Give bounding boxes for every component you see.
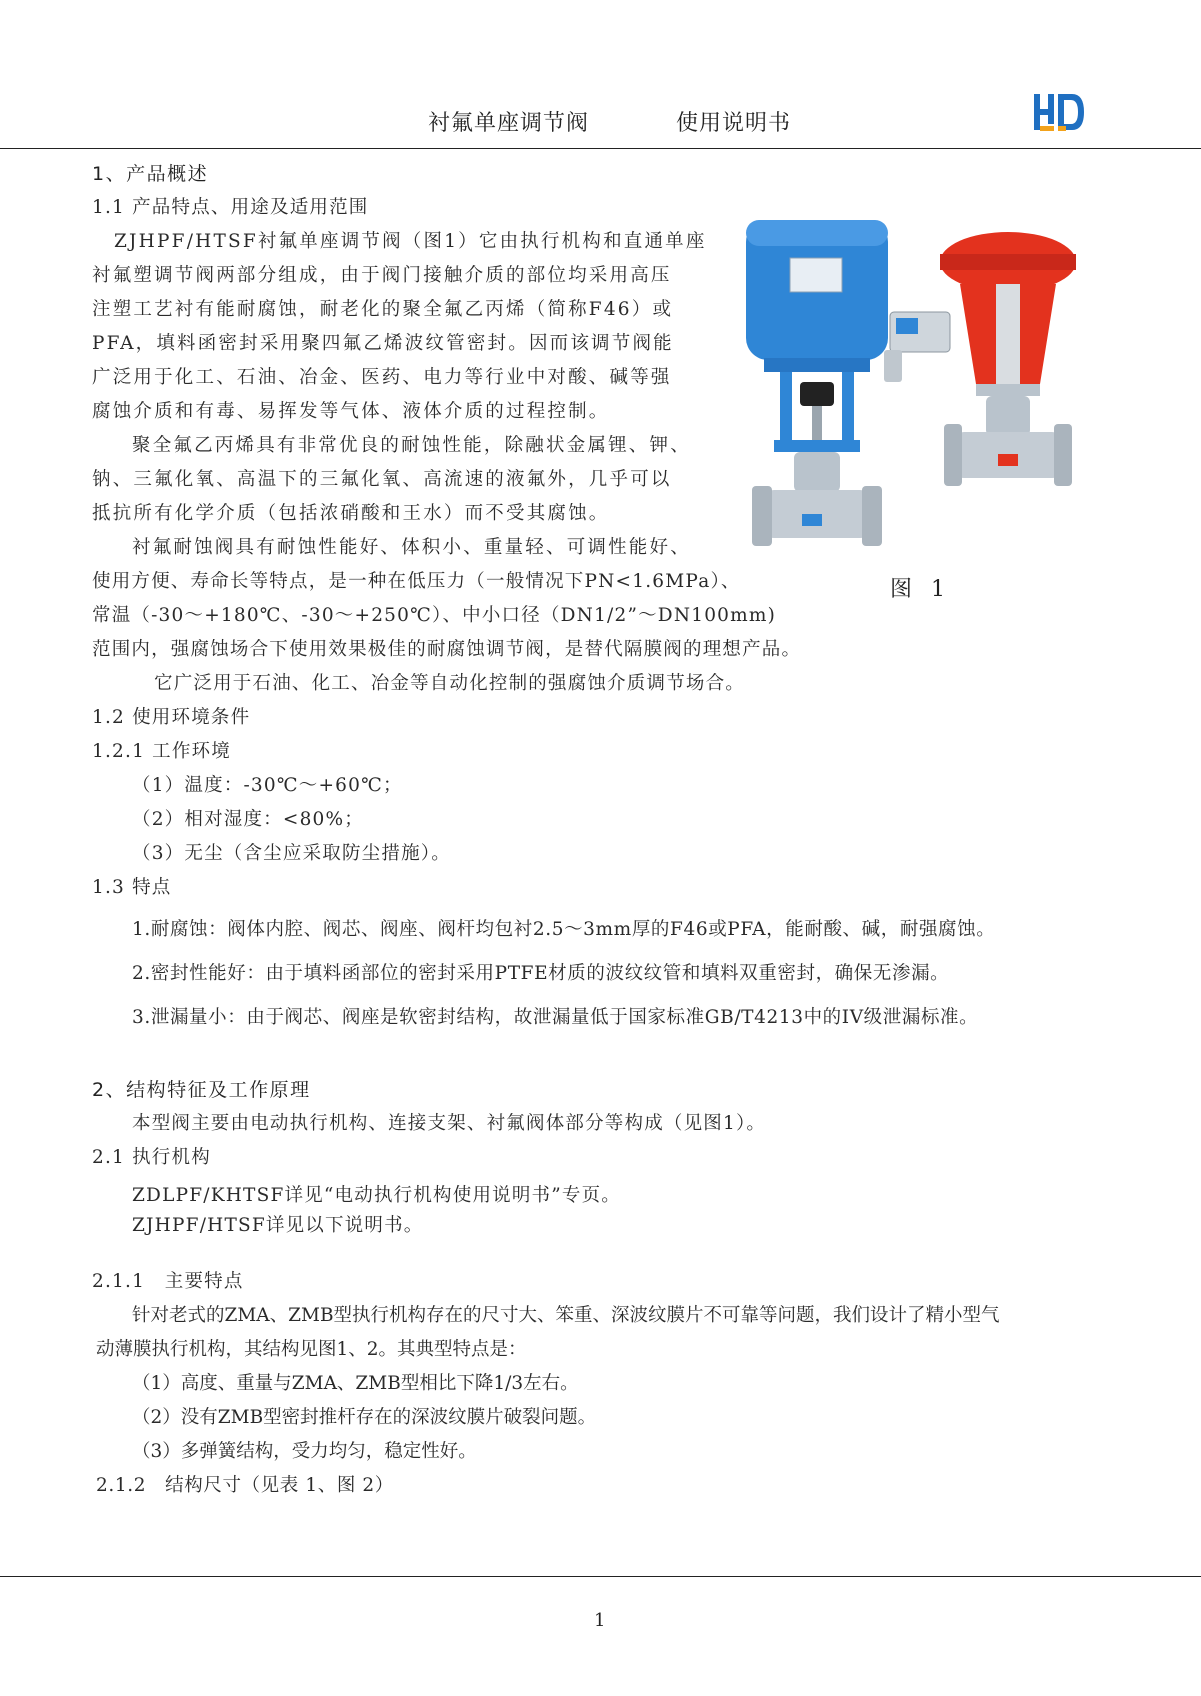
paragraph-line: 使用方便、寿命长等特点，是一种在低压力（一般情况下PN<1.6MPa）、 bbox=[92, 571, 741, 592]
paragraph-line: ZJHPF/HTSF详见以下说明书。 bbox=[132, 1215, 424, 1236]
pneumatic-actuator-valve-icon bbox=[884, 232, 1076, 486]
list-item: 2.密封性能好：由于填料函部位的密封采用PTFE材质的波纹纹管和填料双重密封，确保无渗漏。 bbox=[132, 963, 950, 984]
page-number: 1 bbox=[594, 1610, 606, 1631]
paragraph-line: 常温（-30～+180℃、-30～+250℃）、中小口径（DN1/2”～DN100mm) bbox=[92, 605, 777, 626]
header-title: 衬氟单座调节阀 bbox=[428, 111, 590, 136]
header-subtitle: 使用说明书 bbox=[676, 111, 792, 136]
paragraph-line: 注塑工艺衬有能耐腐蚀，耐老化的聚全氟乙丙烯（简称F46）或 bbox=[92, 299, 674, 320]
paragraph-line: PFA，填料函密封采用聚四氟乙烯波纹管密封。因而该调节阀能 bbox=[92, 333, 674, 354]
list-item: 3.泄漏量小：由于阀芯、阀座是软密封结构，故泄漏量低于国家标准GB/T4213中的IV级泄漏标准。 bbox=[132, 1007, 979, 1028]
paragraph-line: 范围内，强腐蚀场合下使用效果极佳的耐腐蚀调节阀，是替代隔膜阀的理想产品。 bbox=[92, 639, 802, 660]
list-item: （3）无尘（含尘应采取防尘措施）。 bbox=[132, 843, 451, 864]
paragraph-line: 聚全氟乙丙烯具有非常优良的耐蚀性能，除融状金属锂、钾、 bbox=[132, 435, 691, 456]
paragraph-line: 钠、三氟化氧、高温下的三氟化氧、高流速的液氟外，几乎可以 bbox=[92, 469, 672, 490]
paragraph-line: 本型阀主要由电动执行机构、连接支架、衬氟阀体部分等构成（见图1）。 bbox=[132, 1113, 767, 1134]
section-1-3-title: 1.3 特点 bbox=[92, 877, 172, 898]
valve-figure bbox=[744, 214, 1084, 564]
paragraph-line: 它广泛用于石油、化工、冶金等自动化控制的强腐蚀介质调节场合。 bbox=[154, 673, 746, 694]
paragraph-line: 衬氟耐蚀阀具有耐蚀性能好、体积小、重量轻、可调性能好、 bbox=[132, 537, 691, 558]
paragraph-line: 抵抗所有化学介质（包括浓硝酸和王水）而不受其腐蚀。 bbox=[92, 503, 610, 524]
section-2-1-title: 2.1 执行机构 bbox=[92, 1147, 211, 1168]
paragraph-line: 广泛用于化工、石油、冶金、医药、电力等行业中对酸、碱等强 bbox=[92, 367, 672, 388]
section-1-1-title: 1.1 产品特点、用途及适用范围 bbox=[92, 197, 369, 218]
section-1-title: 1、产品概述 bbox=[92, 163, 209, 185]
hd-logo-icon bbox=[1032, 92, 1088, 134]
list-item: （3）多弹簧结构，受力均匀，稳定性好。 bbox=[132, 1441, 477, 1462]
section-2-1-1-title: 2.1.1 主要特点 bbox=[92, 1271, 244, 1292]
paragraph-line: 衬氟塑调节阀两部分组成，由于阀门接触介质的部位均采用高压 bbox=[92, 265, 672, 286]
list-item: （1）高度、重量与ZMA、ZMB型相比下降1/3左右。 bbox=[132, 1373, 579, 1394]
list-item: （1）温度：-30℃～+60℃； bbox=[132, 775, 403, 796]
section-1-2-1-title: 1.2.1 工作环境 bbox=[92, 741, 231, 762]
section-1-2-title: 1.2 使用环境条件 bbox=[92, 707, 251, 728]
paragraph-line: 针对老式的ZMA、ZMB型执行机构存在的尺寸大、笨重、深波纹膜片不可靠等问题，我们设计了精小型气 bbox=[132, 1305, 1000, 1326]
header-divider bbox=[0, 148, 1201, 149]
electric-actuator-valve-icon bbox=[746, 220, 888, 546]
paragraph-line: ZDLPF/KHTSF详见“电动执行机构使用说明书”专页。 bbox=[132, 1185, 622, 1206]
list-item: （2）相对湿度：<80%； bbox=[132, 809, 364, 830]
section-2-1-2-title: 2.1.2 结构尺寸（见表 1、图 2） bbox=[96, 1475, 394, 1496]
paragraph-line: 动薄膜执行机构，其结构见图1、2。其典型特点是： bbox=[96, 1339, 527, 1360]
section-2-title: 2、结构特征及工作原理 bbox=[92, 1079, 311, 1101]
footer-divider bbox=[0, 1576, 1201, 1577]
figure-caption: 图 1 bbox=[890, 577, 951, 602]
list-item: （2）没有ZMB型密封推杆存在的深波纹膜片破裂问题。 bbox=[132, 1407, 597, 1428]
paragraph-line: ZJHPF/HTSF衬氟单座调节阀（图1）它由执行机构和直通单座 bbox=[114, 231, 707, 252]
list-item: 1.耐腐蚀：阀体内腔、阀芯、阀座、阀杆均包衬2.5～3mm厚的F46或PFA，能耐酸、碱，耐强腐蚀。 bbox=[132, 919, 996, 940]
paragraph-line: 腐蚀介质和有毒、易挥发等气体、液体介质的过程控制。 bbox=[92, 401, 610, 422]
